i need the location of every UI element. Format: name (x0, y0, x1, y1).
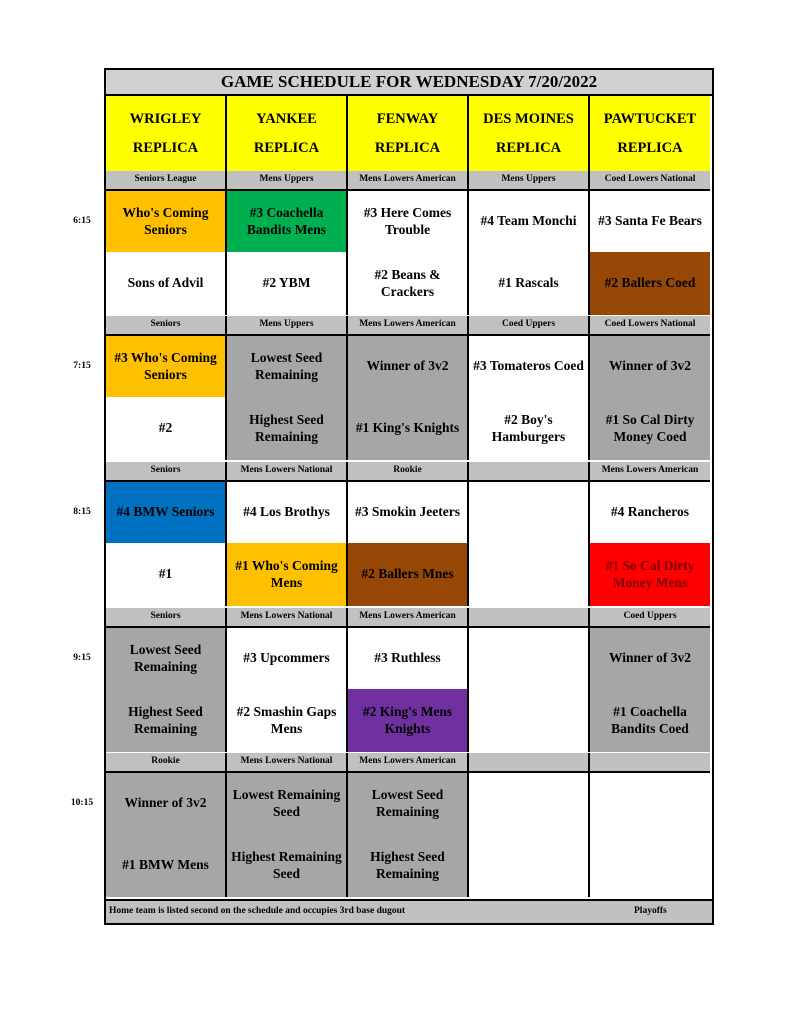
division-label: Mens Lowers American (348, 608, 469, 626)
division-label (469, 462, 590, 480)
footer-bar (106, 899, 712, 923)
home-team-cell: #2 YBM (227, 252, 348, 315)
field-name: YANKEE (256, 110, 317, 127)
home-team-cell: #1 So Cal Dirty Money Coed (590, 397, 710, 460)
away-team-cell: #4 Team Monchi (469, 189, 590, 252)
home-team-cell: #1 So Cal Dirty Money Mens (590, 543, 710, 606)
home-team-cell: Highest Seed Remaining (348, 834, 469, 897)
division-label: Mens Uppers (227, 171, 348, 189)
home-team-cell: #2 Ballers Coed (590, 252, 710, 315)
away-team-cell: Lowest Remaining Seed (227, 771, 348, 834)
field-name: PAWTUCKET (603, 110, 697, 127)
field-header-yankee (227, 96, 348, 171)
field-subtitle: REPLICA (374, 140, 441, 156)
division-label (590, 753, 710, 771)
time-slot-label: 10:15 (70, 798, 94, 808)
away-team-cell: Lowest Seed Remaining (106, 626, 227, 689)
away-team-cell: #3 Here Comes Trouble (348, 189, 469, 252)
field-subtitle: REPLICA (253, 140, 320, 156)
field-header-wrigley (106, 96, 227, 171)
away-team-cell: #3 Coachella Bandits Mens (227, 189, 348, 252)
away-team-cell: Lowest Seed Remaining (227, 334, 348, 397)
home-team-cell: #1 BMW Mens (106, 834, 227, 897)
home-team-cell: Highest Seed Remaining (227, 397, 348, 460)
division-label: Mens Lowers National (227, 753, 348, 771)
schedule-sheet (104, 68, 714, 925)
away-team-cell: #3 Ruthless (348, 626, 469, 689)
home-team-cell: #2 Beans & Crackers (348, 252, 469, 315)
away-team-cell: #3 Upcommers (227, 626, 348, 689)
division-label: Mens Lowers American (348, 316, 469, 334)
home-team-cell: #2 (106, 397, 227, 460)
away-team-cell: #3 Santa Fe Bears (590, 189, 710, 252)
time-slot-label: 7:15 (73, 361, 91, 371)
division-label: Mens Uppers (469, 171, 590, 189)
division-label: Coed Lowers National (590, 171, 710, 189)
home-team-cell: Highest Remaining Seed (227, 834, 348, 897)
away-team-cell: #3 Smokin Jeeters (348, 480, 469, 543)
division-label: Mens Lowers American (590, 462, 710, 480)
home-team-cell (469, 543, 590, 606)
division-label: Coed Lowers National (590, 316, 710, 334)
home-team-cell: Sons of Advil (106, 252, 227, 315)
away-team-cell (469, 771, 590, 834)
away-team-cell: Lowest Seed Remaining (348, 771, 469, 834)
division-label: Coed Uppers (469, 316, 590, 334)
schedule-title: GAME SCHEDULE FOR WEDNESDAY 7/20/2022 (106, 70, 712, 96)
division-label: Seniors (106, 608, 227, 626)
division-label: Seniors (106, 462, 227, 480)
field-header-pawtucket (590, 96, 710, 171)
field-name: DES MOINES (483, 110, 574, 127)
division-label: Rookie (106, 753, 227, 771)
time-slot-label: 8:15 (73, 507, 91, 517)
home-team-cell: #1 Rascals (469, 252, 590, 315)
home-team-cell (469, 689, 590, 752)
away-team-cell: Winner of 3v2 (590, 626, 710, 689)
field-header-fenway (348, 96, 469, 171)
home-team-cell: Highest Seed Remaining (106, 689, 227, 752)
home-team-cell: #1 King's Knights (348, 397, 469, 460)
away-team-cell (590, 771, 710, 834)
division-label (469, 753, 590, 771)
away-team-cell: #4 Los Brothys (227, 480, 348, 543)
away-team-cell (469, 626, 590, 689)
division-label: Seniors League (106, 171, 227, 189)
field-subtitle: REPLICA (132, 140, 199, 156)
home-team-cell: #1 Who's Coming Mens (227, 543, 348, 606)
division-label: Mens Lowers National (227, 608, 348, 626)
away-team-cell: Winner of 3v2 (590, 334, 710, 397)
home-team-cell: #2 Ballers Mnes (348, 543, 469, 606)
division-label: Coed Uppers (590, 608, 710, 626)
field-subtitle: REPLICA (617, 140, 683, 156)
time-slot-label: 6:15 (73, 216, 91, 226)
home-team-cell: #2 King's Mens Knights (348, 689, 469, 752)
division-label (469, 608, 590, 626)
home-team-cell: #2 Boy's Hamburgers (469, 397, 590, 460)
field-header-des-moines (469, 96, 590, 171)
away-team-cell (469, 480, 590, 543)
division-label: Seniors (106, 316, 227, 334)
time-slot-label: 9:15 (73, 653, 91, 663)
home-team-cell (590, 834, 710, 897)
away-team-cell: Who's Coming Seniors (106, 189, 227, 252)
home-team-cell: #1 Coachella Bandits Coed (590, 689, 710, 752)
away-team-cell: #4 BMW Seniors (106, 480, 227, 543)
footer-playoffs: Playoffs (634, 906, 667, 917)
footer-note: Home team is listed second on the schedule and occupies 3rd base dugout (109, 906, 406, 917)
away-team-cell: Winner of 3v2 (106, 771, 227, 834)
field-subtitle: REPLICA (495, 140, 562, 156)
away-team-cell: #3 Who's Coming Seniors (106, 334, 227, 397)
home-team-cell: #1 (106, 543, 227, 606)
home-team-cell: #2 Smashin Gaps Mens (227, 689, 348, 752)
division-label: Mens Lowers American (348, 171, 469, 189)
home-team-cell (469, 834, 590, 897)
field-name: WRIGLEY (129, 110, 202, 127)
division-label: Mens Uppers (227, 316, 348, 334)
away-team-cell: Winner of 3v2 (348, 334, 469, 397)
division-label: Mens Lowers American (348, 753, 469, 771)
away-team-cell: #4 Rancheros (590, 480, 710, 543)
division-label: Mens Lowers National (227, 462, 348, 480)
away-team-cell: #3 Tomateros Coed (469, 334, 590, 397)
field-name: FENWAY (376, 110, 439, 127)
division-label: Rookie (348, 462, 469, 480)
